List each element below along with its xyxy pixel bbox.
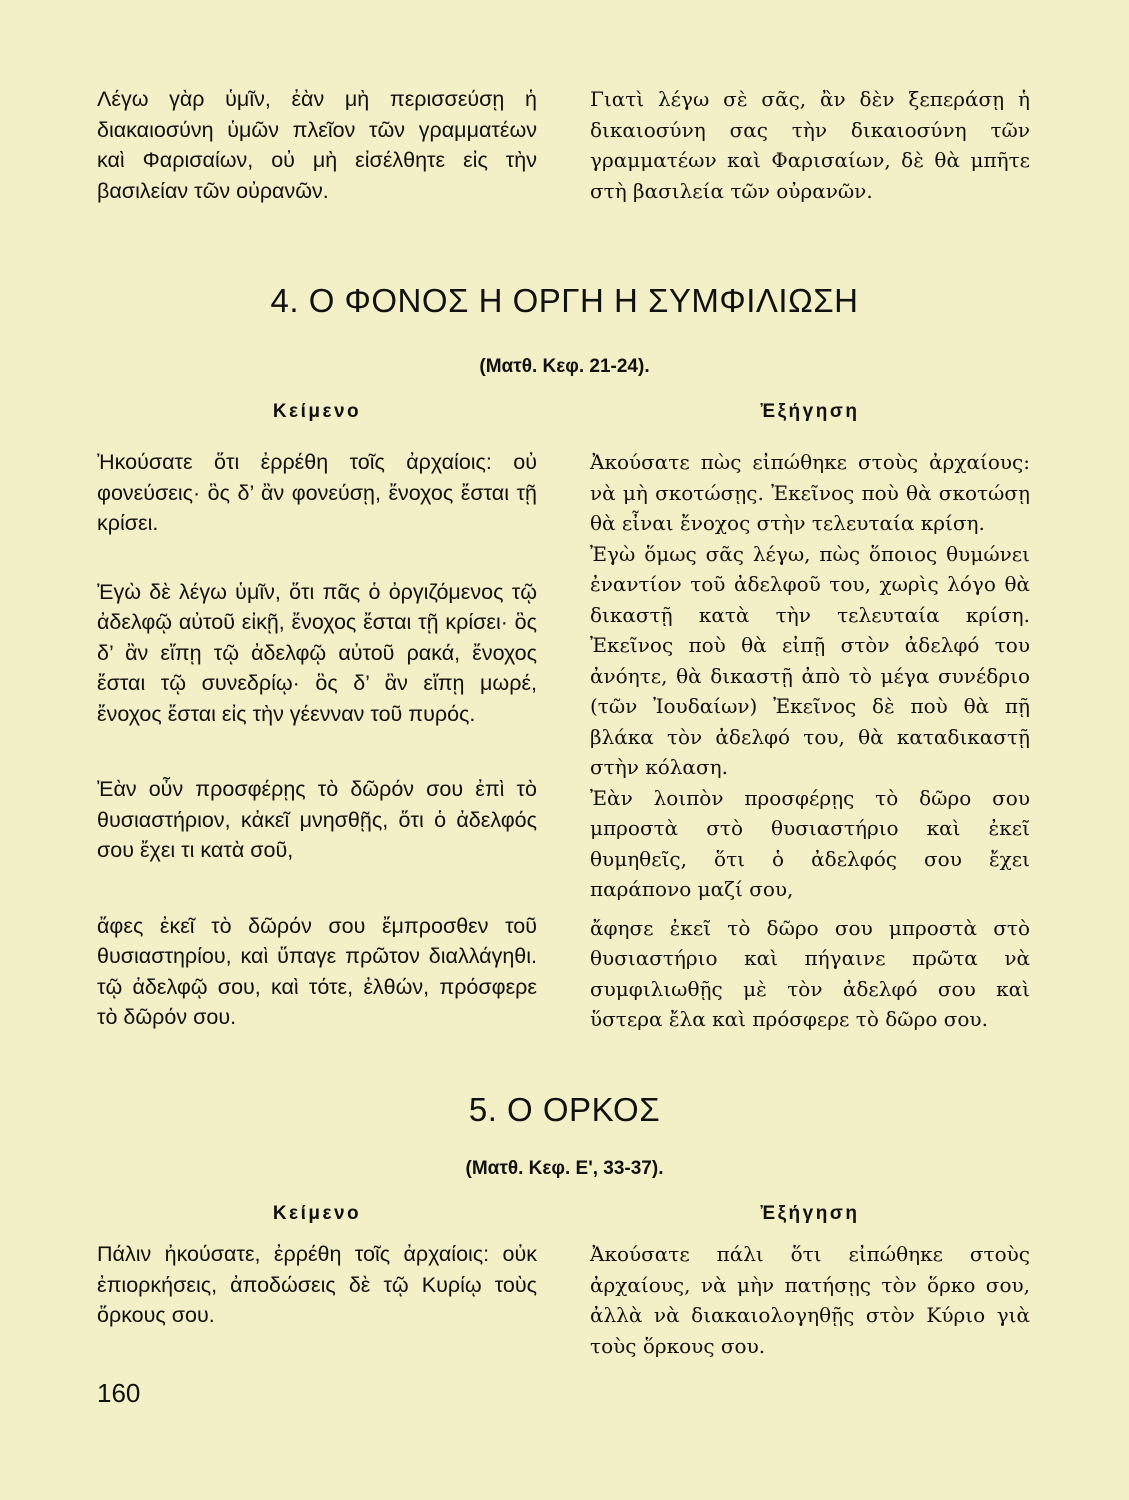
top-right-paragraph: Γιατὶ λέγω σὲ σᾶς, ἂν δὲν ξεπεράσῃ ἡ δικαιοσύνη σας τὴν δικαιοσύνη τῶν γραμματέων καὶ Φαρισαίων, δὲ θὰ μπῆτε στὴ βασιλεία τῶν οὐρανῶν. <box>590 87 1030 203</box>
section4-title: 4. Ο ΦΟΝΟΣ Η ΟΡΓΗ Η ΣΥΜΦΙΛΙΩΣΗ <box>270 282 859 319</box>
section4-left-paragraph: ἄφες ἐκεῖ τὸ δῶρόν σου ἔμπροσθεν τοῦ θυσιαστηρίου, καὶ ὕπαγε πρῶτον διαλλάγηθι. τῷ ἀδελφῷ σου, καὶ τότε, ἐλθών, πρόσφερε τὸ δῶρόν σου. <box>97 913 537 1029</box>
section4-right-paragraph: Ἐγὼ ὅμως σᾶς λέγω, πὼς ὅποιος θυμώνει ἐναντίον τοῦ ἀδελφοῦ του, χωρὶς λόγο θὰ δικαστῇ κατὰ τὴν τελευταία κρίση. Ἐκεῖνος ποὺ θὰ εἰπῇ στὸν ἀδελφό του ἀνόητε, θὰ δικαστῇ ἀπὸ τὸ μέγα συνέδριο (τῶν Ἰουδαίων) Ἐκεῖνος δὲ ποὺ θὰ πῇ βλάκα τὸν ἀδελφό του, θὰ καταδικαστῇ στὴν κόλαση. <box>590 541 1030 779</box>
section5-title: 5. Ο ΟΡΚΟΣ <box>468 1091 661 1128</box>
section4-left-paragraph: Ἐὰν οὖν προσφέρῃς τὸ δῶρόν σου ἐπὶ τὸ θυσιαστήριον, κἀκεῖ μνησθῇς, ὅτι ὁ ἀδελφός σου ἔχει τι κατὰ σοῦ, <box>97 777 537 862</box>
section4-left-paragraph: Ἐγὼ δὲ λέγω ὑμῖν, ὅτι πᾶς ὁ ὀργιζόμενος τῷ ἀδελφῷ αὐτοῦ εἰκῇ, ἔνοχος ἔσται τῇ κρίσει· ὃς δ’ ἂν εἴπῃ τῷ ἀδελφῷ αὐτοῦ ρακά, ἔνοχος ἔσται τῷ συνεδρίῳ· ὃς δ’ ἂν εἴπῃ μωρέ, ἔνοχος ἔσται εἰς τὴν γέενναν τοῦ πυρός. <box>97 579 537 726</box>
section5-left-header: Κείμενο <box>272 1203 362 1224</box>
section5-original-text <box>97 1239 537 1331</box>
section5-right-header: Ἐξήγηση <box>760 1203 860 1224</box>
section4-right-paragraph: ἄφησε ἐκεῖ τὸ δῶρο σου μπροστὰ στὸ θυσιαστήριο καὶ πήγαινε πρῶτα νὰ συμφιλιωθῇς μὲ τὸν ἀδελφό σου καὶ ὕστερα ἔλα καὶ πρόσφερε τὸ δῶρο σου. <box>590 915 1030 1031</box>
section5-right-paragraph: Ἀκούσατε πάλι ὅτι εἰπώθηκε στοὺς ἀρχαίους, νὰ μὴν πατήσῃς τὸν ὅρκο σου, ἀλλὰ νὰ διακαιολογηθῇς στὸν Κύριο γιὰ τοὺς ὅρκους σου. <box>590 1242 1030 1358</box>
section4-right-paragraph: Ἀκούσατε πὼς εἰπώθηκε στοὺς ἀρχαίους: νὰ μὴ σκοτώσῃς. Ἐκεῖνος ποὺ θὰ σκοτώσῃ θὰ εἶναι ἔνοχος στὴν τελευταία κρίση. <box>590 450 1030 535</box>
section5-left-paragraph: Πάλιν ἠκούσατε, ἐρρέθη τοῖς ἀρχαίοις: οὐκ ἐπιορκήσεις, ἀποδώσεις δὲ τῷ Κυρίῳ τοὺς ὅρκους σου. <box>97 1242 537 1327</box>
section4-left-paragraph: Ἠκούσατε ὅτι ἐρρέθη τοῖς ἀρχαίοις: οὐ φονεύσεις· ὃς δ’ ἂν φονεύσῃ, ἔνοχος ἔσται τῇ κρίσει. <box>97 450 537 535</box>
section4-reference: (Ματθ. Κεφ. 21-24). <box>479 356 650 377</box>
section4-right-paragraph: Ἐὰν λοιπὸν προσφέρῃς τὸ δῶρο σου μπροστὰ στὸ θυσιαστήριο καὶ ἐκεῖ θυμηθεῖς, ὅτι ὁ ἀδελφός σου ἔχει παράπονο μαζί σου, <box>590 785 1030 901</box>
section5-translation-text <box>590 1239 1030 1361</box>
top-original-text <box>97 84 537 206</box>
top-left-paragraph: Λέγω γὰρ ὑμῖν, ἐὰν μὴ περισσεύσῃ ἡ διακαιοσύνη ὑμῶν πλεῖον τῶν γραμματέων καὶ Φαρισαίων, οὐ μὴ εἰσέλθητε εἰς τὴν βασιλείαν τῶν οὐρανῶν. <box>97 87 537 203</box>
section4-left-header: Κείμενο <box>272 401 362 422</box>
section5-reference: (Ματθ. Κεφ. Ε', 33-37). <box>465 1158 664 1179</box>
section4-right-header: Ἐξήγηση <box>760 401 860 422</box>
section4-original-text <box>97 447 537 1033</box>
section4-translation-text <box>590 447 1030 1035</box>
top-translation-text <box>590 84 1030 206</box>
page-number: 160 <box>97 1378 141 1408</box>
